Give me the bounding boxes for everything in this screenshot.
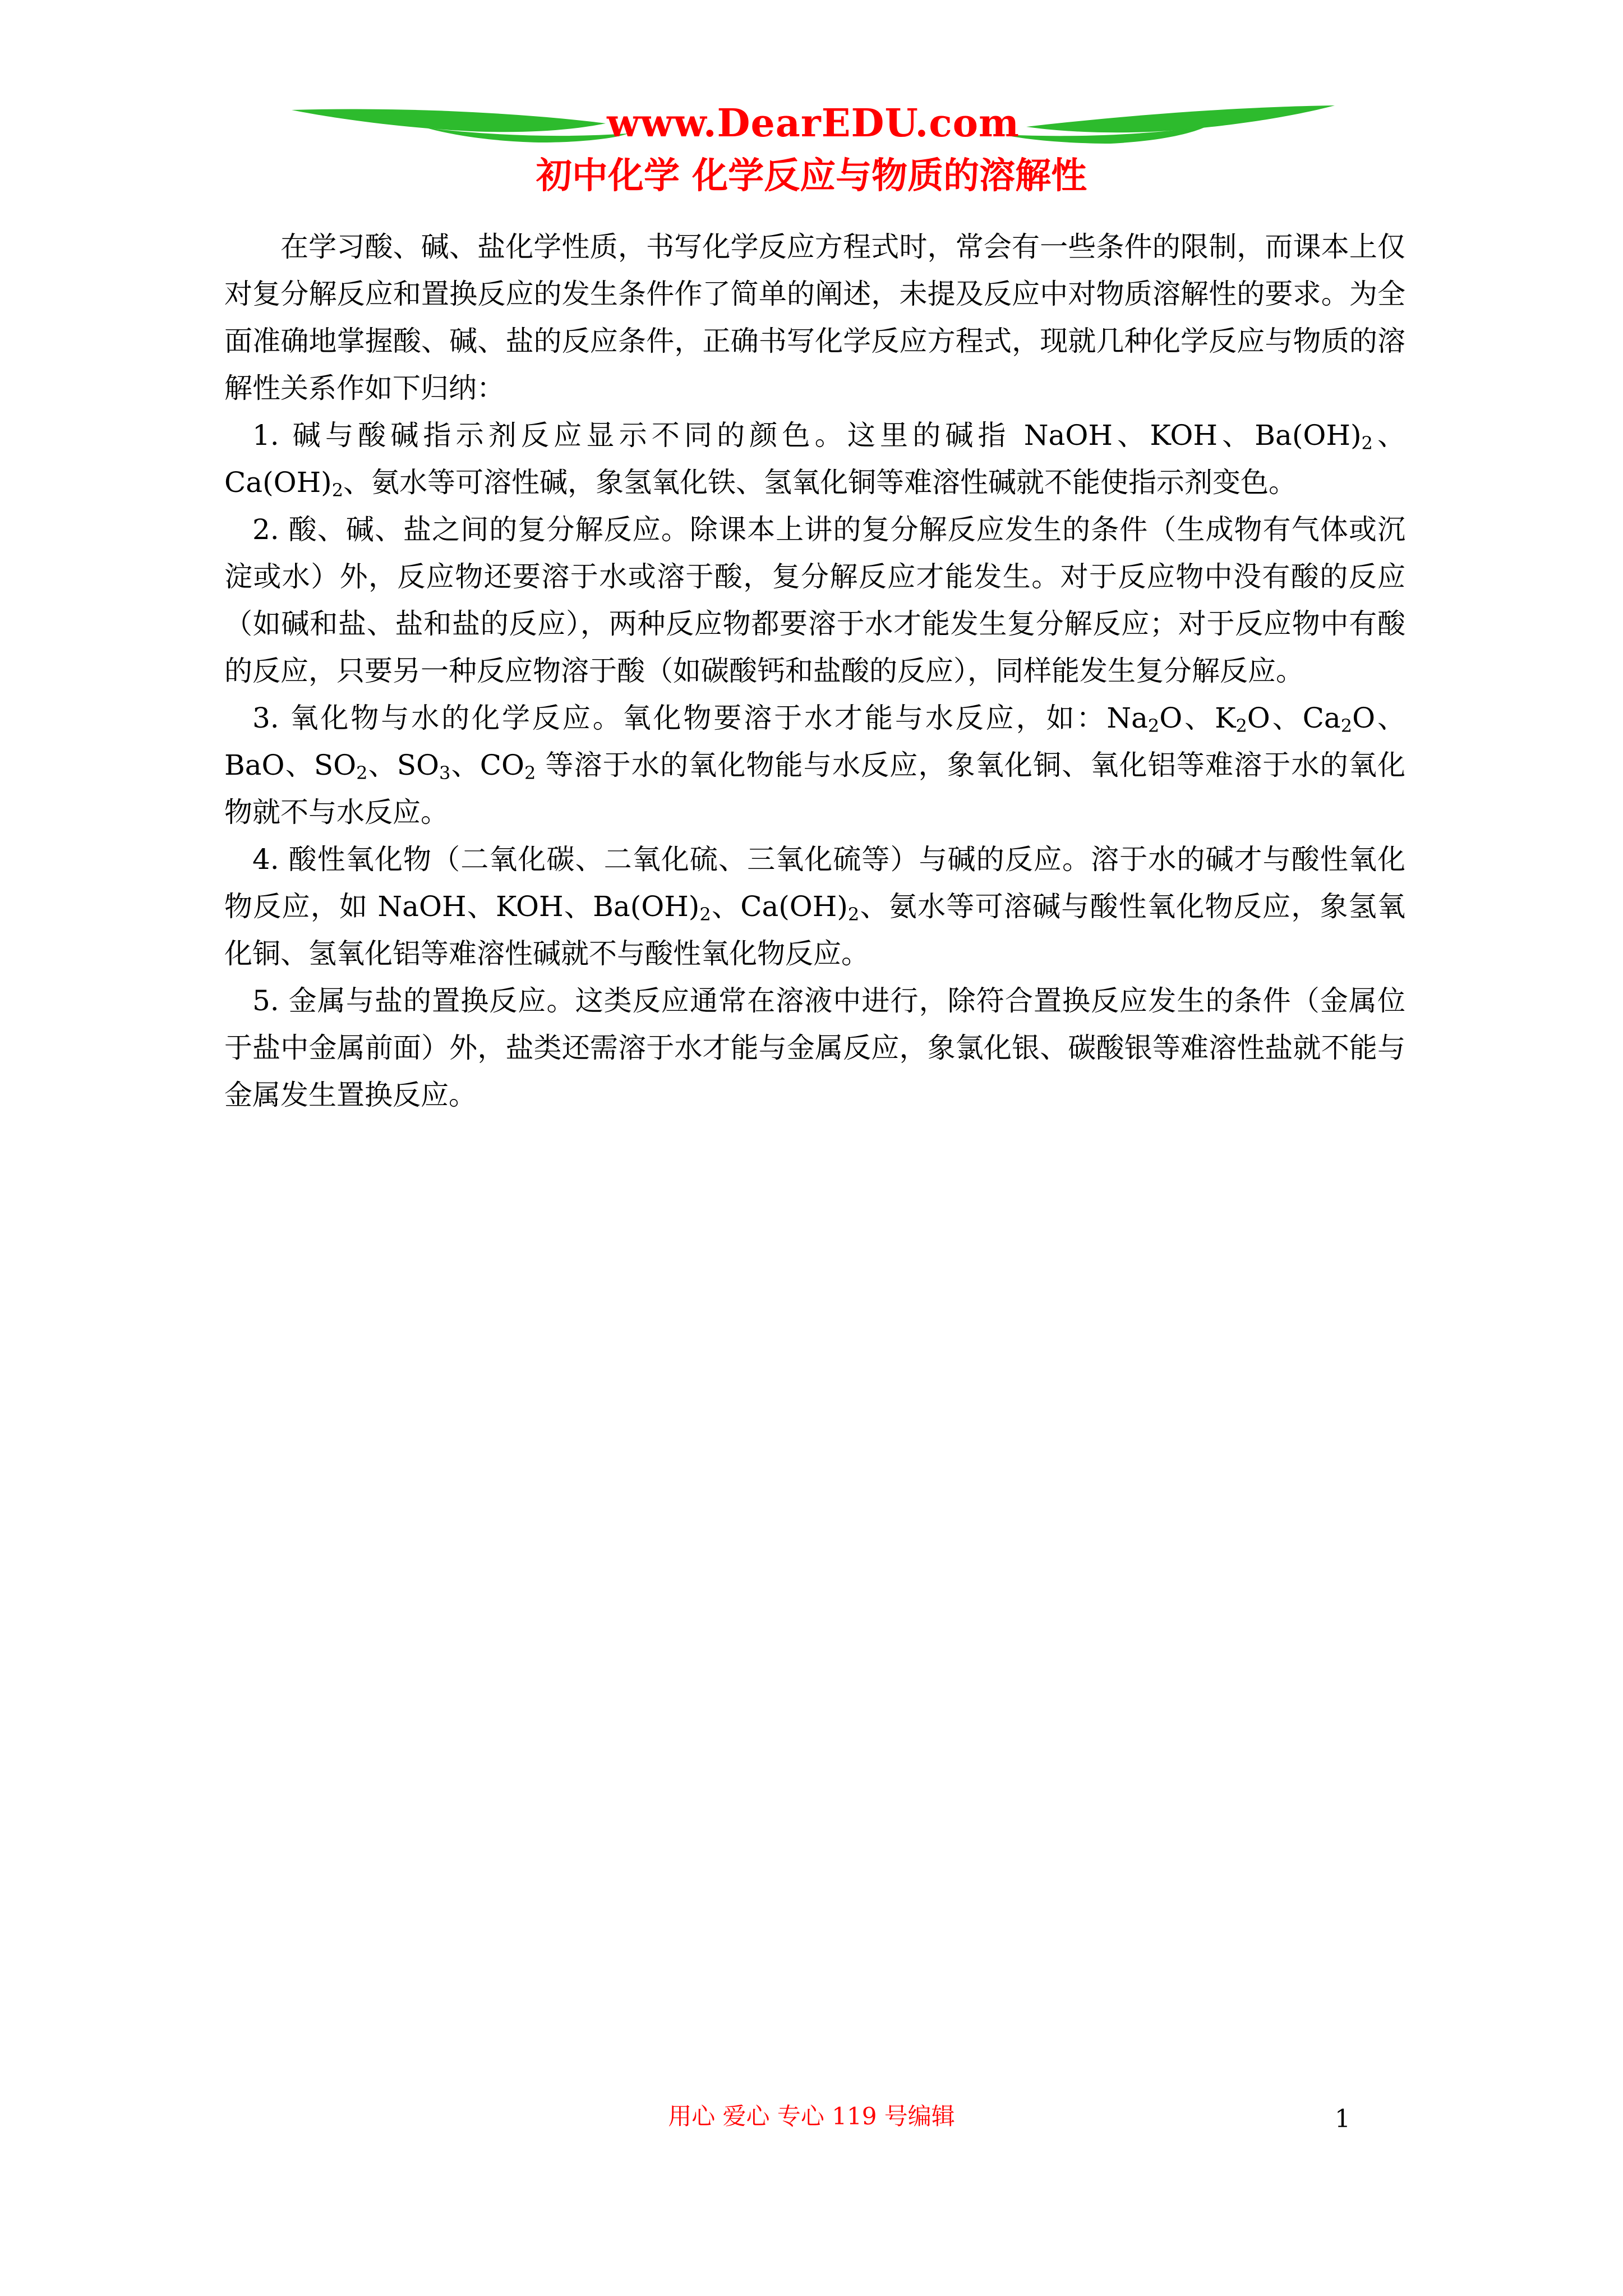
header-banner xyxy=(292,99,1335,160)
site-logo: www.DearEDU.com xyxy=(607,101,1020,146)
text-segment: 在学习酸、碱、盐化学性质，书写化学反应方程式时，常会有一些条件的限制，而课本上仅对复分解反应和置换反应的发生条件作了简单的阐述，未提及反应中对物质溶解性的要求。为全面准确地掌握酸、碱、盐的反应条件，正确书写化学反应方程式，现就几种化学反应与物质的溶解性关系作如下归纳： xyxy=(224,231,1405,404)
page-number: 1 xyxy=(1335,2105,1350,2133)
text-segment: 4. 酸性氧化物（二氧化碳、二氧化硫、三氧化硫等）与碱的反应。溶于水的碱才与酸性氧化物反应，如 NaOH、KOH、Ba(OH) xyxy=(224,843,1405,923)
list-item xyxy=(224,836,1405,977)
subscript: 2 xyxy=(356,762,368,784)
subscript: 2 xyxy=(524,762,536,784)
text-segment: O、K xyxy=(1159,702,1236,734)
subscript: 2 xyxy=(1361,432,1373,454)
subscript: 2 xyxy=(1147,715,1160,737)
text-segment: O、Ca xyxy=(1247,702,1341,734)
list-item xyxy=(224,412,1405,506)
text-segment: 5. 金属与盐的置换反应。这类反应通常在溶液中进行，除符合置换反应发生的条件（金属位于盐中金属前面）外，盐类还需溶于水才能与金属反应，象氯化银、碳酸银等难溶性盐就不能与金属发生置换反应。 xyxy=(224,984,1405,1111)
subscript: 2 xyxy=(847,904,860,925)
subscript: 2 xyxy=(331,480,344,501)
text-segment: 、CO xyxy=(450,749,524,781)
text-segment: 3. 氧化物与水的化学反应。氧化物要溶于水才能与水反应，如：Na xyxy=(252,702,1148,734)
text-segment: 2. 酸、碱、盐之间的复分解反应。除课本上讲的复分解反应发生的条件（生成物有气体或沉淀或水）外，反应物还要溶于水或溶于酸，复分解反应才能发生。对于反应物中没有酸的反应（如碱和盐、盐和盐的反应），两种反应物都要溶于水才能发生复分解反应；对于反应物中有酸的反应，只要另一种反应物溶于酸（如碳酸钙和盐酸的反应），同样能发生复分解反应。 xyxy=(224,513,1405,687)
text-segment: 等溶于水的氧化物能与水反应，象氧化铜、氧化铝等难溶于水的氧化物就不与水反应。 xyxy=(224,749,1405,829)
document-body xyxy=(224,223,1405,1119)
text-segment: 、Ca(OH) xyxy=(224,419,1405,499)
subscript: 2 xyxy=(1340,715,1353,737)
list-item xyxy=(224,977,1405,1119)
subscript: 2 xyxy=(1235,715,1247,737)
subscript: 2 xyxy=(699,904,711,925)
list-item xyxy=(224,694,1405,836)
intro-paragraph xyxy=(224,223,1405,412)
page-title: 初中化学 化学反应与物质的溶解性 xyxy=(536,155,1087,197)
text-segment: 、Ca(OH) xyxy=(711,890,848,923)
text-segment: 、SO xyxy=(367,749,440,781)
text-segment: 、氨水等可溶性碱，象氢氧化铁、氢氧化铜等难溶性碱就不能使指示剂变色。 xyxy=(343,466,1297,499)
text-segment: 1. 碱与酸碱指示剂反应显示不同的颜色。这里的碱指 NaOH、KOH、Ba(OH) xyxy=(252,419,1362,452)
list-item xyxy=(224,506,1405,694)
text-segment: O、BaO、SO xyxy=(224,702,1405,781)
text-segment: 、氨水等可溶碱与酸性氧化物反应，象氢氧化铜、氢氧化铝等难溶性碱就不与酸性氧化物反应。 xyxy=(224,890,1405,970)
subscript: 3 xyxy=(439,762,451,784)
footer-editor-note: 用心 爱心 专心 119 号编辑 xyxy=(668,2102,955,2130)
